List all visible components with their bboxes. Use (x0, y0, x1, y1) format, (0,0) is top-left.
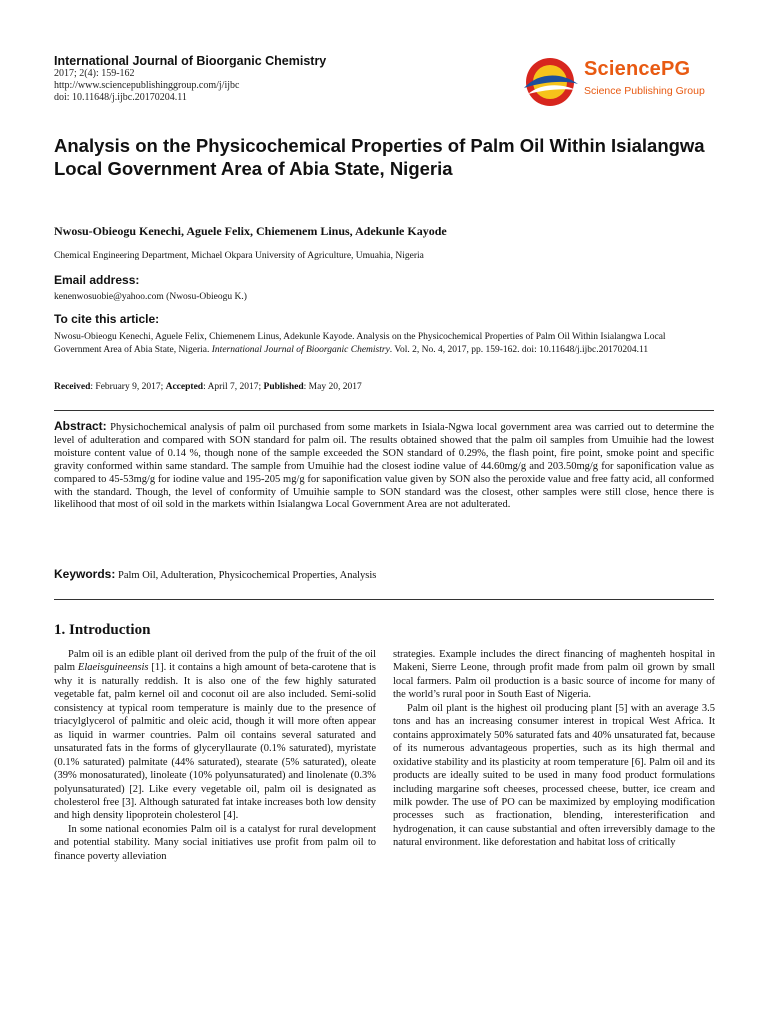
abstract-text: Physichochemical analysis of palm oil purchased from some markets in Isiala-Ngwa local government area was carried out to determine the level of adulteration and compared with SON standard for palm oil. The results obtained showed that the palm oil samples from Umuihie had the lowest moisture content value of 0.14 %, though none of the sample exceeded the SON standard of 0.29%, the flash point, fire point, smoke point and specific gravity conformed within same standard. The sample from Umuihie had the closest iodine value of 44.60mg/g and 203.50mg/g for saponification value as compared to 45-53mg/g for iodine value and 195-205 mg/g for saponification value given by SON also the peroxide value and free fatty acid, all conformed with the standard. Though, the level of conformity of Umuihie sample to SON standard was the closest, other samples were still close, hence there is likelihood that most of oil sold in the markets within Isialangwa Local Government Area are not adulterated. (54, 422, 715, 511)
species-name: Elaeisguineensis (77, 662, 149, 674)
paragraph: strategies. Example includes the direct financing of maghenteh hospital in Makeni, Sierre Leone, through profit made from palm oil grown by small local farmers. Palm oil production is a basic source of income for many of the world’s rural poor in South East of Nigeria. (393, 649, 715, 701)
keywords-text: Palm Oil, Adulteration, Physicochemical Properties, Analysis (117, 570, 377, 581)
abstract-label: Abstract: (54, 419, 107, 433)
paragraph-text: Palm oil is an edible plant oil derived from the pulp of the fruit of the oil palm (54, 649, 376, 674)
citation-journal: International Journal of Bioorganic Chemistry (211, 345, 390, 355)
keywords-label: Keywords: (54, 567, 116, 581)
article-dates (54, 382, 714, 392)
journal-url[interactable]: http://www.sciencepublishinggroup.com/j/ijbc (54, 80, 240, 91)
email-heading: Email address: (54, 273, 140, 287)
body-column-left (54, 648, 376, 863)
divider-top (54, 410, 714, 411)
citation-volume: . Vol. 2, No. 4, 2017, pp. 159-162. doi: 10.11648/j.ijbc.20170204.11 (389, 345, 649, 355)
author-list: Nwosu-Obieogu Kenechi, Aguele Felix, Chiemenem Linus, Adekunle Kayode (54, 224, 447, 238)
journal-header (54, 54, 714, 114)
article-title: Analysis on the Physicochemical Properties of Palm Oil Within Isialangwa Local Government Area of Abia State, Nigeria (54, 135, 705, 179)
sciencepg-logo-icon (520, 54, 580, 110)
body-column-right (393, 648, 715, 850)
published-label: Published (263, 382, 304, 392)
received-date: : February 9, 2017; (90, 382, 166, 392)
email-address[interactable]: kenenwosuobie@yahoo.com (Nwosu-Obieogu K.) (54, 292, 247, 302)
journal-issue: 2017; 2(4): 159-162 (54, 68, 135, 79)
published-date: : May 20, 2017 (303, 382, 362, 392)
affiliation: Chemical Engineering Department, Michael Okpara University of Agriculture, Umuahia, Nigeria (54, 251, 424, 261)
keywords (54, 567, 714, 581)
publisher-logo (514, 54, 714, 110)
accepted-date: : April 7, 2017; (203, 382, 264, 392)
paragraph (54, 648, 376, 823)
paragraph: In some national economies Palm oil is a catalyst for rural development and potential stability. Many social initiatives use profit from palm oil to finance poverty alleviation (54, 823, 376, 862)
logo-text: SciencePG (584, 58, 691, 80)
journal-doi[interactable]: doi: 10.11648/j.ijbc.20170204.11 (54, 92, 187, 103)
paragraph-text: [1]. it contains a high amount of beta-carotene that is why it is naturally reddish. It is also one of the few highly saturated vegetable fat, palm kernel oil and coconut oil are also included. Semi-solid consistency at typical room temperature is mainly due to the presence of triacylglycerol of palmitic and oleic acid, though it will more often appear as liquid in warmer countries. Palm oil contains several saturated and unsaturated fats in the forms of glyceryllaurate (0.1% saturated), myristate (0.1% saturated) palmitate (44% saturated), stearate (5% saturated), oleate (39% monosaturated), linoleate (10% polyunsaturated) and linolenate (0.3% polyunsaturated) [2]. Like every vegetable oil, palm oil is designated as cholesterol free [3]. Although saturated fat intake increases both low density and high density lipoprotein cholesterol [4]. (54, 662, 376, 822)
divider-bottom (54, 599, 714, 600)
citation (54, 331, 714, 357)
accepted-label: Accepted (165, 382, 204, 392)
paragraph: Palm oil plant is the highest oil producing plant [5] with an average 3.5 tons and has an increasing consumer interest in tropical West Africa. It contains approximately 50% saturated fats and 40% unsaturated fat, because of its numerous advantageous properties, such as its high thermal and oxidative stability and its plasticity at room temperature [6]. Palm oil and its products are ideally suited to be used in many food product formulations including margarine soft cheeses, processed cheese, butter, ice cream and milk powder. The use of PO can be maximized by employing modification processes such as fractionation, blending, interesterification and hydrogenation, it can cause substantial and often irreversibly damage to the natural environment. like deforestation and habitat loss of critically (393, 702, 715, 849)
logo-subtitle: Science Publishing Group (584, 85, 705, 97)
journal-name: International Journal of Bioorganic Chemistry (54, 54, 327, 68)
section-heading: 1. Introduction (54, 622, 151, 638)
received-label: Received (54, 382, 91, 392)
citation-text: Nwosu-Obieogu Kenechi, Aguele Felix, Chiemenem Linus, Adekunle Kayode. Analysis on the Physicochemical Properties of Palm Oil Within Isialangwa Local Government Area of Abia State, Nigeria. (54, 332, 666, 355)
cite-heading: To cite this article: (54, 312, 160, 326)
abstract (54, 420, 714, 512)
